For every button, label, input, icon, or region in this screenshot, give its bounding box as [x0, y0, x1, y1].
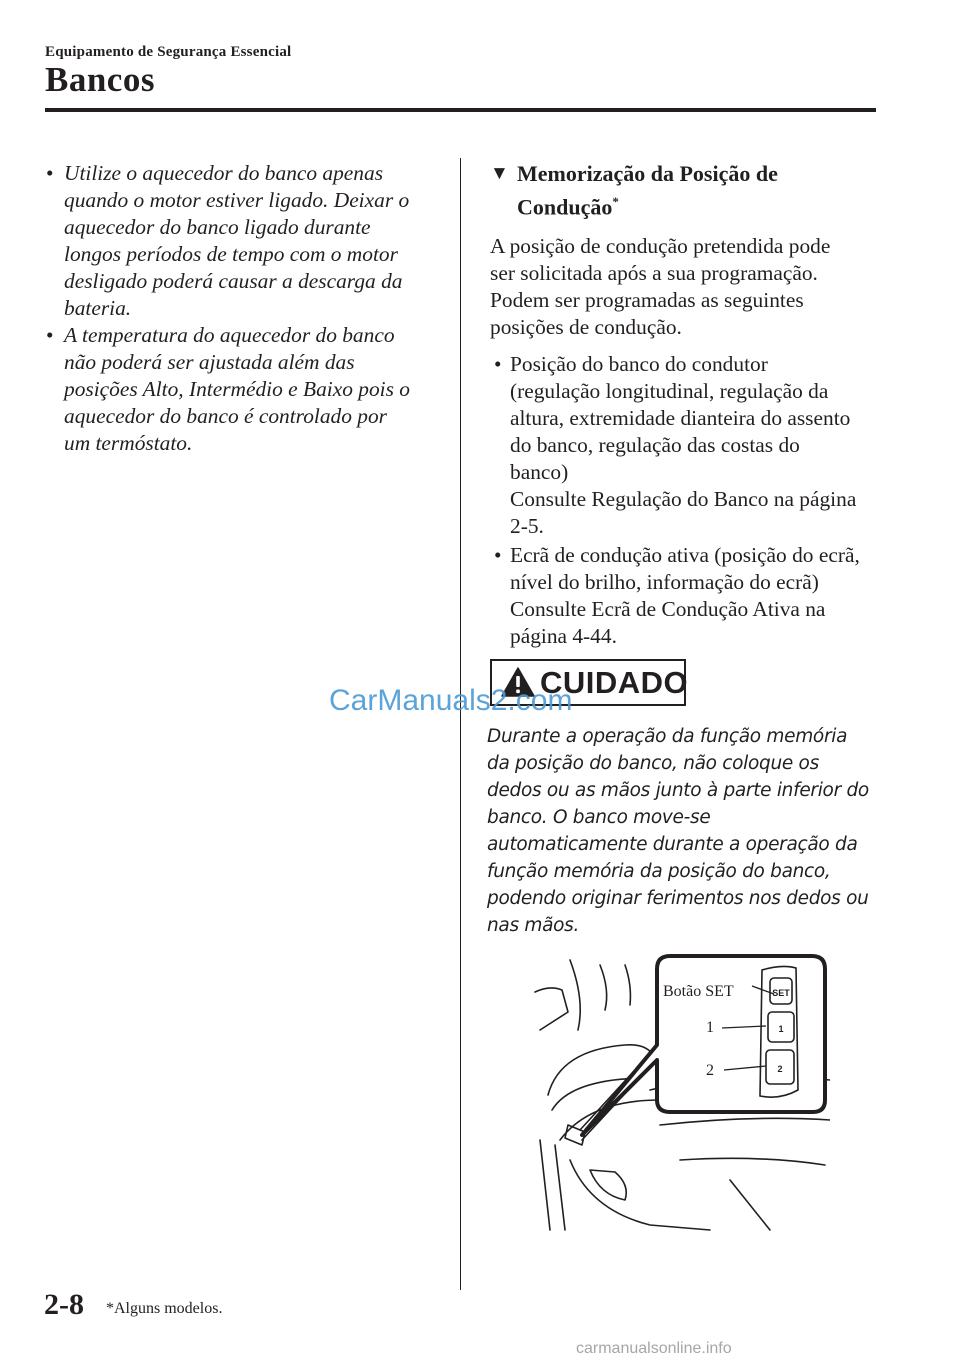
memory-button-2-label: 2	[777, 1064, 783, 1074]
header-rule	[45, 108, 876, 112]
list-item: • Posição do banco do condutor (regulação longitudinal, regulação da altura, extremidade dianteira do assento do banco, regulação das costas do banco) Consulte Regulação do Banco na página 2-5.	[494, 352, 857, 539]
column-divider	[460, 158, 461, 1290]
left-column	[44, 160, 444, 457]
callout-1: 1	[706, 1019, 714, 1036]
right-column	[490, 160, 890, 650]
bullet-icon: •	[46, 323, 54, 347]
footnote-mark: *	[612, 194, 619, 209]
footer-site: carmanualsonline.info	[576, 1340, 732, 1357]
list-item: • Utilize o aquecedor do banco apenas quando o motor estiver ligado. Deixar o aquecedor do banco ligado durante longos períodos de tempo com o motor desligado poderá causar a descarga da bateria.	[46, 161, 410, 320]
list-item: • A temperatura do aquecedor do banco não poderá ser ajustada além das posições Alto, Intermédio e Baixo pois o aquecedor do banco é controlado por um termóstato.	[46, 323, 410, 455]
memory-button-1-label: 1	[778, 1024, 784, 1034]
caution-text: Durante a operação da função memória da posição do banco, não coloque os dedos ou as mãos junto à parte inferior do banco. O banco move-se automaticamente durante a operação da função memória da posição do banco, podendo originar ferimentos nos dedos ou nas mãos.	[487, 726, 869, 936]
seat-memory-illustration	[530, 950, 830, 1235]
intro-paragraph: A posição de condução pretendida pode ser solicitada após a sua programação. Podem ser programadas as seguintes posições de condução.	[490, 234, 831, 340]
button-panel	[760, 966, 798, 1097]
page-title: Bancos	[45, 60, 155, 99]
page-number: 2-8	[44, 1288, 84, 1321]
set-button-label: SET	[772, 988, 790, 998]
set-button-callout: Botão SET	[663, 983, 734, 1000]
section-label: Equipamento de Segurança Essencial	[45, 44, 292, 60]
callout-2: 2	[706, 1062, 714, 1079]
bullet-icon: •	[46, 161, 54, 185]
bullet-icon: •	[494, 543, 502, 568]
list-item: • Ecrã de condução ativa (posição do ecrã, nível do brilho, informação do ecrã) Consulte Ecrã de Condução Ativa na página 4-44.	[494, 543, 860, 649]
bullet-icon: •	[494, 352, 502, 377]
caution-label: CUIDADO	[540, 665, 689, 700]
door-outline	[535, 988, 568, 1030]
watermark: CarManuals2.com	[329, 684, 573, 717]
section-heading: ▼ Memorização da Posição de Condução*	[490, 161, 778, 220]
triangle-down-icon: ▼	[490, 163, 509, 184]
footnote: *Alguns modelos.	[106, 1300, 223, 1317]
